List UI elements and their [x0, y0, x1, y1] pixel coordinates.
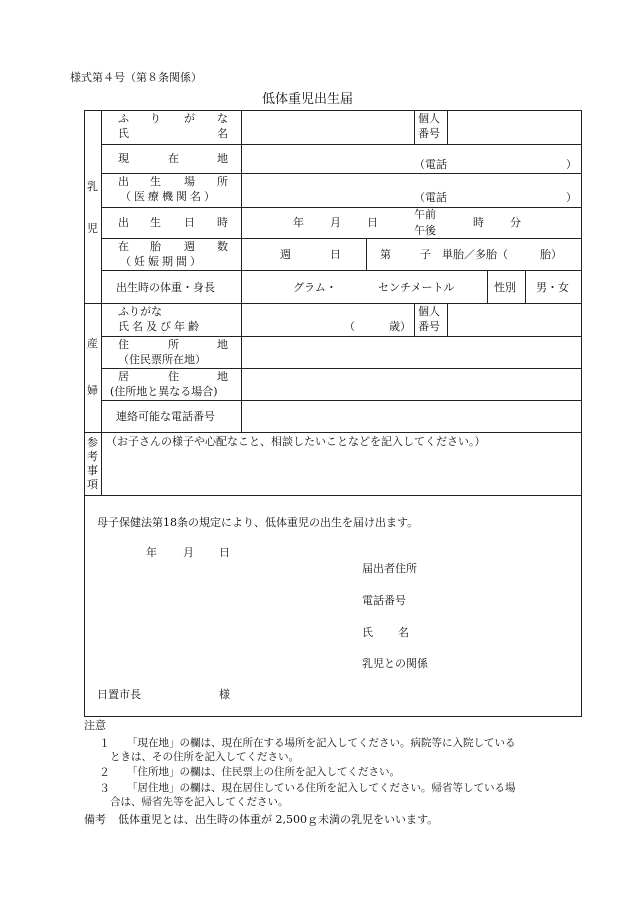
honorific: 様 [219, 688, 230, 701]
footnote-text: 「住所地」の欄は、住民票上の住所を記入してください。 [127, 766, 400, 778]
days-unit: 日 [330, 248, 341, 261]
furigana-char: な [217, 112, 228, 125]
contact-phone-field[interactable] [243, 402, 579, 431]
notes-label-char: 考 [87, 450, 98, 463]
footnote-text: 「居住地」の欄は、現在居住している住所を記入してください。帰省等している場 [127, 782, 516, 794]
footnote-text: ときは、その住所を記入してください。 [110, 751, 299, 763]
birthplace-char: 所 [217, 175, 228, 188]
footnote-text: 「現在地」の欄は、現在所在する場所を記入してください。病院等に入院している [127, 737, 516, 749]
mother-name-field[interactable] [243, 305, 413, 335]
current-address-field[interactable] [243, 146, 579, 172]
furigana-char: り [150, 112, 161, 125]
address-char: 所 [168, 338, 179, 351]
hour-unit: 時 [473, 216, 484, 229]
name-char: 名 [217, 127, 228, 140]
gram-unit: グラム・ [293, 281, 337, 294]
address-char: 住 [118, 338, 129, 351]
birthplace-char: 出 [118, 175, 129, 188]
reporter-address-label: 届出者住所 [362, 562, 417, 575]
residence-field[interactable] [243, 370, 579, 399]
cm-unit: センチメートル [378, 281, 455, 294]
residence-char: 住 [168, 370, 179, 383]
address-field[interactable] [243, 338, 579, 367]
am-label: 午前 [414, 208, 436, 221]
declaration-day-unit: 日 [219, 546, 230, 559]
infant-id-field[interactable] [449, 112, 579, 143]
footnote-number: ２ [99, 766, 110, 779]
infant-id-label: 個人 [418, 112, 440, 125]
birth-year-unit: 年 [293, 216, 304, 229]
pm-label: 午後 [414, 224, 436, 237]
declaration-month-unit: 月 [183, 546, 194, 559]
infant-id-label: 番号 [418, 127, 440, 140]
mother-section-label-1: 産 [87, 337, 98, 350]
birth-datetime-char: 出 [118, 216, 129, 229]
phone-open: （電話 [414, 191, 447, 204]
order-suffix: 子 [420, 248, 431, 261]
minute-unit: 分 [510, 216, 521, 229]
birth-datetime-char: 日 [184, 216, 195, 229]
notes-hint[interactable]: （お子さんの様子や心配なこと、相談したいことなどを記入してください。） [106, 435, 486, 448]
age-close: 歳） [389, 320, 411, 333]
order-prefix: 第 [380, 248, 391, 261]
reporter-phone-label: 電話番号 [362, 594, 406, 607]
mother-furigana: ふりがな [118, 305, 162, 318]
residence-char: 地 [217, 370, 228, 383]
notes-label-char: 項 [87, 478, 98, 491]
form-title: 低体重児出生届 [262, 92, 354, 107]
residence-char: 居 [118, 370, 129, 383]
birth-month-unit: 月 [330, 216, 341, 229]
age-open: （ [344, 320, 355, 333]
weeks-unit: 週 [280, 248, 291, 261]
mother-name-age: 氏名及び年齢 [118, 320, 202, 333]
multiplicity-end: 胎） [540, 248, 562, 261]
footnote-text: 合は、帰省先等を記入してください。 [110, 796, 289, 808]
residence-sub: (住所地と異なる場合) [110, 385, 218, 398]
remark-text: 低体重児とは、出生時の体重が 2,500ｇ未満の乳児をいいます。 [118, 813, 439, 826]
gestation-char: 週 [184, 240, 195, 253]
declaration-statement: 母子保健法第18条の規定により、低体重児の出生を届け出ます。 [97, 516, 419, 529]
birth-datetime-char: 生 [150, 216, 161, 229]
institution-label: （医療機関名） [120, 190, 218, 203]
mother-id-label: 個人 [418, 305, 440, 318]
contact-phone-label: 連絡可能な電話番号 [116, 410, 215, 423]
sex-label: 性別 [494, 281, 516, 294]
name-char: 氏 [118, 127, 129, 140]
footnote-number: ３ [99, 782, 110, 795]
reporter-name-char: 名 [398, 626, 409, 639]
addressee: 日置市長 [97, 688, 141, 701]
current-address-char: 地 [217, 152, 228, 165]
current-address-char: 在 [168, 152, 179, 165]
address-char: 地 [217, 338, 228, 351]
notes-label-char: 参 [87, 436, 98, 449]
birth-day-unit: 日 [367, 216, 378, 229]
address-sub: （住民票所在地） [118, 353, 206, 366]
gestation-sub: （妊娠期間） [120, 255, 204, 268]
remark-label: 備考 [84, 813, 106, 826]
birthplace-char: 場 [184, 175, 195, 188]
mother-id-label: 番号 [418, 320, 440, 333]
phone-close: ） [566, 158, 577, 171]
gestation-char: 数 [217, 240, 228, 253]
birthplace-field[interactable] [243, 175, 579, 206]
birth-datetime-char: 時 [217, 216, 228, 229]
weight-height-label: 出生時の体重・身長 [116, 281, 215, 294]
infant-section-label-2: 児 [87, 222, 98, 235]
mother-section-label-2: 婦 [87, 384, 98, 397]
declaration-year-unit: 年 [146, 546, 157, 559]
reporter-name-char: 氏 [362, 626, 373, 639]
multiplicity: 単胎／多胎（ [442, 248, 508, 261]
gestation-char: 在 [118, 240, 129, 253]
mother-id-field[interactable] [449, 305, 579, 335]
footnotes-heading: 注意 [84, 719, 106, 732]
form-number: 様式第４号（第８条関係） [70, 71, 202, 84]
infant-section-label-1: 乳 [87, 180, 98, 193]
phone-close: ） [566, 191, 577, 204]
phone-open: （電話 [414, 158, 447, 171]
birthplace-char: 生 [150, 175, 161, 188]
footnote-number: １ [99, 737, 110, 750]
current-address-char: 現 [118, 152, 129, 165]
sex-value[interactable]: 男・女 [536, 281, 569, 294]
relation-label: 乳児との関係 [362, 657, 428, 670]
notes-label-char: 事 [87, 464, 98, 477]
furigana-char: ふ [118, 112, 129, 125]
furigana-char: が [184, 112, 195, 125]
infant-name-field[interactable] [243, 112, 413, 143]
gestation-char: 胎 [150, 240, 161, 253]
